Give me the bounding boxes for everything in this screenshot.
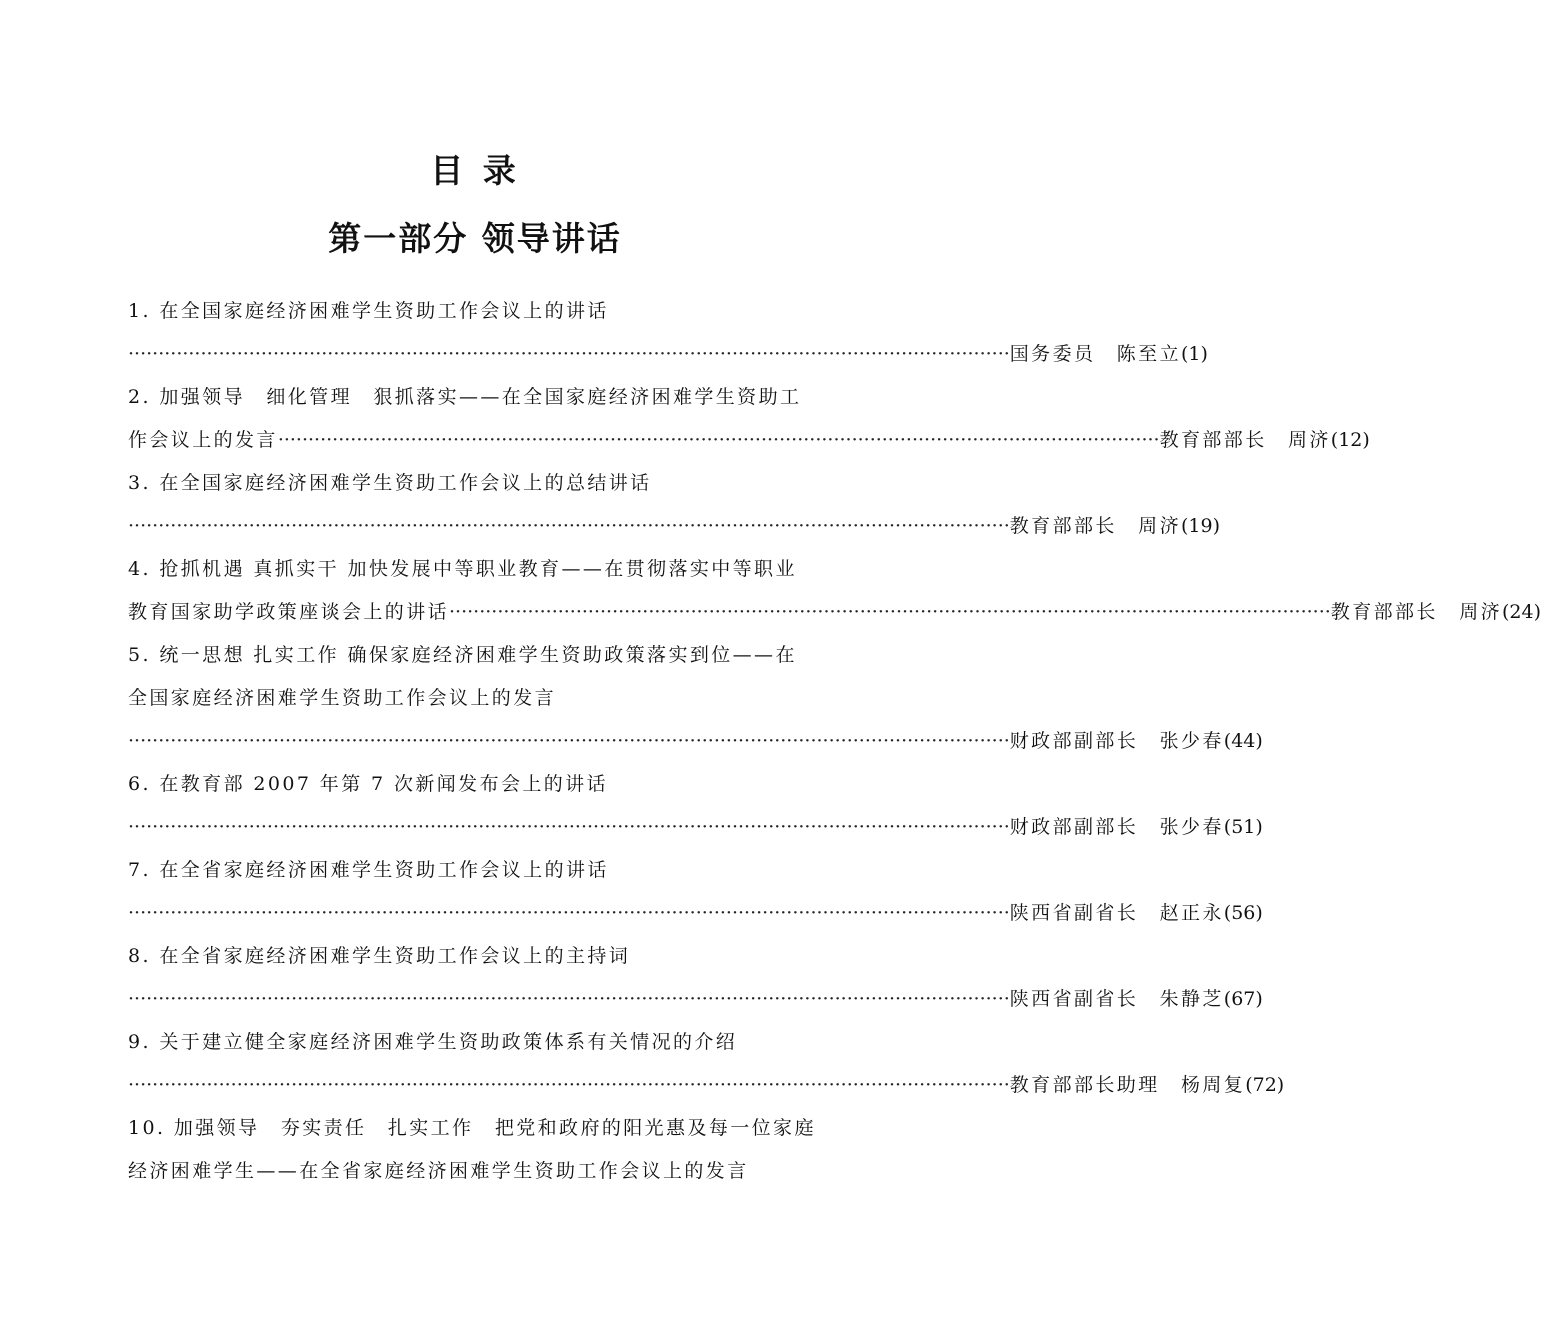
toc-entry-title-line: 1. 在全国家庭经济困难学生资助工作会议上的讲话 xyxy=(128,300,609,322)
dot-leader: ·················································································································································· xyxy=(128,1074,1010,1096)
speaker-name: 陕西省副省长 赵正永 xyxy=(1009,902,1224,924)
speaker-name: 陕西省副省长 朱静芝 xyxy=(1009,988,1224,1010)
speaker-name: 财政部副部长 张少春 xyxy=(1009,730,1224,752)
dot-leader: ·················································································································································· xyxy=(449,601,1331,623)
toc-entry-reference xyxy=(128,505,1220,548)
page-number: (44) xyxy=(1223,730,1263,752)
page-number: (24) xyxy=(1502,601,1541,623)
toc-entry-title-line: 4. 抢抓机遇 真抓实干 加快发展中等职业教育——在贯彻落实中等职业 xyxy=(128,558,797,580)
dot-leader: ·················································································································································· xyxy=(128,816,1010,838)
toc-list xyxy=(128,290,1541,1193)
toc-entry-title-line: 9. 关于建立健全家庭经济困难学生资助政策体系有关情况的介绍 xyxy=(128,1031,738,1053)
page-number: (56) xyxy=(1223,902,1263,924)
toc-entry-reference xyxy=(128,720,1263,763)
toc-entry xyxy=(128,376,1370,462)
toc-entry xyxy=(128,1021,1285,1107)
toc-entry-title-line: 5. 统一思想 扎实工作 确保家庭经济困难学生资助政策落实到位——在 xyxy=(128,644,797,666)
toc-entry-title-line: 8. 在全省家庭经济困难学生资助工作会议上的主持词 xyxy=(128,945,631,967)
toc-entry-reference xyxy=(128,892,1263,935)
dot-leader: ·················································································································································· xyxy=(277,429,1160,451)
toc-entry-title-line: 2. 加强领导 细化管理 狠抓落实——在全国家庭经济困难学生资助工 xyxy=(128,386,802,408)
dot-leader: ·················································································································································· xyxy=(128,515,1010,537)
toc-entry-title-line: 7. 在全省家庭经济困难学生资助工作会议上的讲话 xyxy=(128,859,609,881)
toc-entry-reference xyxy=(128,978,1263,1021)
dot-leader: ·················································································································································· xyxy=(128,902,1010,924)
speaker-name: 教育部部长 周济 xyxy=(1009,515,1181,537)
toc-entry-reference xyxy=(128,333,1208,376)
toc-entry xyxy=(128,462,1220,548)
part-title: 第一部分 领导讲话 xyxy=(328,219,622,258)
speaker-name: 国务委员 陈至立 xyxy=(1009,343,1181,365)
toc-entry-reference xyxy=(128,419,1370,462)
page-number: (72) xyxy=(1245,1074,1285,1096)
toc-entry-reference xyxy=(128,591,1541,634)
toc-entry-title-line: 3. 在全国家庭经济困难学生资助工作会议上的总结讲话 xyxy=(128,472,652,494)
toc-entry-reference xyxy=(128,1064,1285,1107)
page-number: (1) xyxy=(1180,343,1208,365)
page-number: (67) xyxy=(1223,988,1263,1010)
toc-title: 目 录 xyxy=(430,151,520,190)
toc-entry xyxy=(128,1107,831,1193)
toc-entry xyxy=(128,634,1263,763)
dot-leader: ·················································································································································· xyxy=(128,730,1010,752)
speaker-name: 教育部部长 周济 xyxy=(1330,601,1502,623)
page-number: (51) xyxy=(1223,816,1263,838)
speaker-name: 教育部部长助理 杨周复 xyxy=(1009,1074,1246,1096)
toc-entry xyxy=(128,548,1541,634)
toc-entry-title-line: 6. 在教育部 2007 年第 7 次新闻发布会上的讲话 xyxy=(128,773,608,795)
toc-entry-title-line: 经济困难学生——在全省家庭经济困难学生资助工作会议上的发言 xyxy=(128,1160,749,1182)
toc-entry-title-line: 全国家庭经济困难学生资助工作会议上的发言 xyxy=(128,687,557,709)
toc-entry-title-tail: 教育国家助学政策座谈会上的讲话 xyxy=(128,601,450,623)
toc-entry xyxy=(128,849,1263,935)
page-number: (12) xyxy=(1330,429,1370,451)
toc-entry xyxy=(128,290,1208,376)
toc-entry-title-tail: 作会议上的发言 xyxy=(128,429,278,451)
dot-leader: ·················································································································································· xyxy=(128,343,1010,365)
toc-entry xyxy=(128,935,1263,1021)
page-number: (19) xyxy=(1180,515,1220,537)
speaker-name: 教育部部长 周济 xyxy=(1159,429,1331,451)
toc-entry xyxy=(128,763,1263,849)
toc-entry-reference xyxy=(128,806,1263,849)
toc-entry-title-line: 10. 加强领导 夯实责任 扎实工作 把党和政府的阳光惠及每一位家庭 xyxy=(128,1117,816,1139)
speaker-name: 财政部副部长 张少春 xyxy=(1009,816,1224,838)
dot-leader: ·················································································································································· xyxy=(128,988,1010,1010)
